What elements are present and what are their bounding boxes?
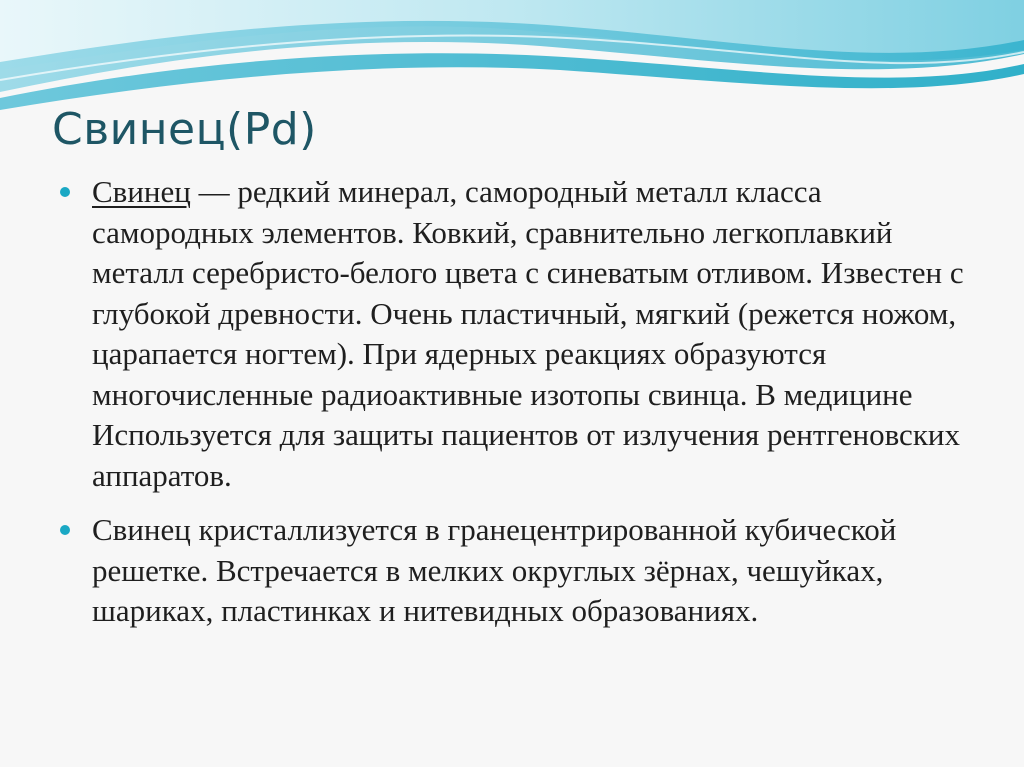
bullet-list	[60, 172, 980, 646]
bullet-text: — редкий минерал, самородный металл класса самородных элементов. Ковкий, сравнительно легкоплавкий металл серебристо-белого цвета с синеватым отливом. Известен с глубокой древности. Очень пластичный, мягкий (режется ножом, царапается ногтем). При ядерных реакциях образуются многочисленные радиоактивные изотопы свинца. В медицине Используется для защиты пациентов от излучения рентгеновских аппаратов.	[92, 174, 964, 493]
slide-title: Свинец(Pd)	[52, 104, 317, 155]
bullet-item	[60, 172, 980, 496]
wave-header-decoration	[0, 0, 1024, 120]
bullet-dot-icon	[60, 525, 70, 535]
bullet-text: Свинец кристаллизуется в гранецентрированной кубической решетке. Встречается в мелких округлых зёрнах, чешуйках, шариках, пластинках и нитевидных образованиях.	[92, 512, 897, 628]
term-underlined: Свинец	[92, 174, 191, 209]
bullet-dot-icon	[60, 187, 70, 197]
bullet-item	[60, 510, 980, 632]
